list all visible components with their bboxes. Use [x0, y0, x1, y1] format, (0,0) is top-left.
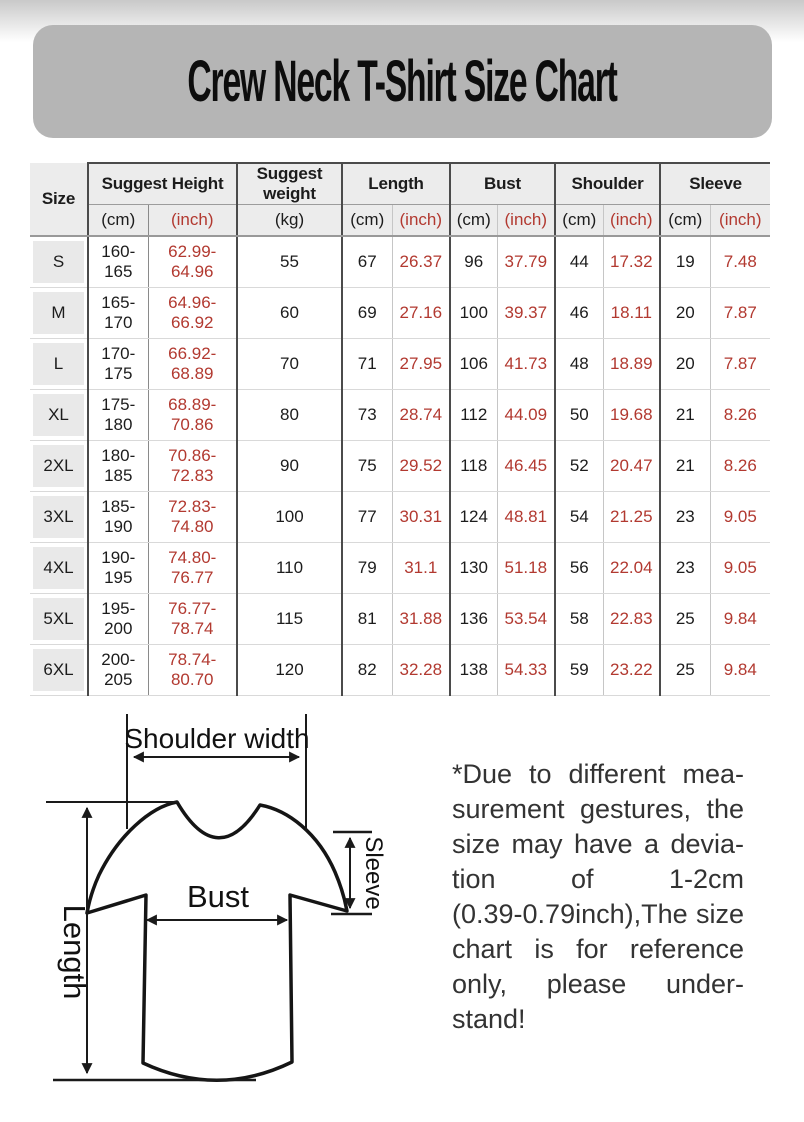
cell-sleeve-inch: 9.05: [710, 543, 770, 594]
cell-sleeve-inch: 9.84: [710, 594, 770, 645]
cell-height-inch: 72.83-74.80: [148, 492, 237, 543]
cell-sleeve-cm: 25: [660, 645, 710, 696]
cell-height-cm: 195-200: [88, 594, 148, 645]
cell-length-cm: 77: [342, 492, 392, 543]
cell-sleeve-inch: 7.87: [710, 339, 770, 390]
cell-length-inch: 31.1: [392, 543, 450, 594]
cell-height-cm: 190-195: [88, 543, 148, 594]
cell-length-cm: 69: [342, 288, 392, 339]
cell-shoulder-cm: 59: [555, 645, 603, 696]
size-chip: 6XL: [33, 649, 84, 691]
size-chip: 3XL: [33, 496, 84, 538]
cell-shoulder-cm: 54: [555, 492, 603, 543]
cell-length-inch: 27.16: [392, 288, 450, 339]
cell-height-inch: 68.89-70.86: [148, 390, 237, 441]
cell-length-cm: 71: [342, 339, 392, 390]
cell-height-inch: 64.96-66.92: [148, 288, 237, 339]
cell-sleeve-inch: 9.05: [710, 492, 770, 543]
cell-weight-kg: 55: [237, 236, 342, 288]
cell-bust-cm: 130: [450, 543, 497, 594]
cell-length-inch: 30.31: [392, 492, 450, 543]
cell-bust-inch: 46.45: [497, 441, 555, 492]
cell-shoulder-cm: 58: [555, 594, 603, 645]
cell-weight-kg: 90: [237, 441, 342, 492]
note-line: surement gestures, the: [452, 794, 744, 824]
cell-height-cm: 160-165: [88, 236, 148, 288]
size-chip: L: [33, 343, 84, 385]
unit-sleeve-inch: (inch): [710, 205, 770, 237]
col-header-shoulder: Shoulder: [555, 163, 660, 205]
cell-size: [30, 543, 88, 594]
size-chip: 2XL: [33, 445, 84, 487]
size-table-wrapper: [30, 162, 770, 696]
unit-length-cm: (cm): [342, 205, 392, 237]
cell-height-cm: 170-175: [88, 339, 148, 390]
cell-bust-inch: 41.73: [497, 339, 555, 390]
cell-height-inch: 78.74-80.70: [148, 645, 237, 696]
size-chip: 4XL: [33, 547, 84, 589]
size-chip: M: [33, 292, 84, 334]
cell-shoulder-inch: 22.04: [603, 543, 660, 594]
note-line: chart is for reference: [452, 934, 744, 964]
header-units-row: [30, 205, 770, 237]
cell-size: [30, 441, 88, 492]
cell-height-inch: 76.77-78.74: [148, 594, 237, 645]
cell-length-cm: 79: [342, 543, 392, 594]
note-line: stand!: [452, 1004, 526, 1034]
col-header-suggest-weight: Suggest weight: [237, 163, 342, 205]
cell-shoulder-inch: 18.89: [603, 339, 660, 390]
unit-height-cm: (cm): [88, 205, 148, 237]
cell-bust-inch: 53.54: [497, 594, 555, 645]
cell-sleeve-cm: 21: [660, 390, 710, 441]
page-title: Crew Neck T-Shirt Size Chart: [187, 49, 618, 114]
cell-shoulder-inch: 20.47: [603, 441, 660, 492]
cell-shoulder-inch: 19.68: [603, 390, 660, 441]
unit-shoulder-inch: (inch): [603, 205, 660, 237]
unit-sleeve-cm: (cm): [660, 205, 710, 237]
unit-bust-cm: (cm): [450, 205, 497, 237]
cell-size: [30, 645, 88, 696]
unit-shoulder-cm: (cm): [555, 205, 603, 237]
cell-length-inch: 27.95: [392, 339, 450, 390]
table-row: [30, 645, 770, 696]
table-row: [30, 339, 770, 390]
table-row: [30, 441, 770, 492]
cell-height-inch: 62.99-64.96: [148, 236, 237, 288]
cell-shoulder-inch: 21.25: [603, 492, 660, 543]
cell-sleeve-inch: 7.48: [710, 236, 770, 288]
size-chip: XL: [33, 394, 84, 436]
cell-size: [30, 339, 88, 390]
cell-weight-kg: 120: [237, 645, 342, 696]
cell-height-cm: 185-190: [88, 492, 148, 543]
cell-size: [30, 492, 88, 543]
cell-shoulder-inch: 22.83: [603, 594, 660, 645]
cell-length-cm: 67: [342, 236, 392, 288]
cell-bust-inch: 39.37: [497, 288, 555, 339]
cell-weight-kg: 115: [237, 594, 342, 645]
length-label: Length: [57, 904, 92, 1000]
table-row: [30, 492, 770, 543]
cell-weight-kg: 60: [237, 288, 342, 339]
cell-shoulder-inch: 18.11: [603, 288, 660, 339]
unit-weight-kg: (kg): [237, 205, 342, 237]
cell-bust-cm: 112: [450, 390, 497, 441]
note-text: [452, 757, 744, 1037]
cell-length-inch: 32.28: [392, 645, 450, 696]
cell-sleeve-cm: 19: [660, 236, 710, 288]
note-line: *Due to different mea-: [452, 759, 744, 789]
note-line: only, please under-: [452, 969, 744, 999]
cell-sleeve-inch: 8.26: [710, 390, 770, 441]
cell-sleeve-inch: 9.84: [710, 645, 770, 696]
cell-size: [30, 594, 88, 645]
table-row: [30, 288, 770, 339]
cell-weight-kg: 70: [237, 339, 342, 390]
cell-shoulder-cm: 52: [555, 441, 603, 492]
cell-bust-cm: 124: [450, 492, 497, 543]
note-line: tion of 1-2cm: [452, 864, 744, 894]
col-header-bust: Bust: [450, 163, 555, 205]
cell-bust-inch: 48.81: [497, 492, 555, 543]
cell-sleeve-inch: 8.26: [710, 441, 770, 492]
cell-length-inch: 28.74: [392, 390, 450, 441]
col-header-size: Size: [30, 163, 88, 236]
note-line: (0.39-0.79inch),The size: [452, 899, 744, 929]
cell-height-inch: 70.86-72.83: [148, 441, 237, 492]
header-group-row: [30, 163, 770, 205]
cell-bust-inch: 51.18: [497, 543, 555, 594]
cell-height-inch: 66.92-68.89: [148, 339, 237, 390]
table-row: [30, 594, 770, 645]
cell-length-inch: 31.88: [392, 594, 450, 645]
cell-bust-cm: 138: [450, 645, 497, 696]
cell-size: [30, 288, 88, 339]
cell-bust-inch: 54.33: [497, 645, 555, 696]
table-row: [30, 543, 770, 594]
cell-weight-kg: 110: [237, 543, 342, 594]
note-line: size may have a devia-: [452, 829, 744, 859]
unit-bust-inch: (inch): [497, 205, 555, 237]
cell-bust-cm: 96: [450, 236, 497, 288]
cell-bust-cm: 136: [450, 594, 497, 645]
cell-shoulder-cm: 44: [555, 236, 603, 288]
cell-shoulder-cm: 50: [555, 390, 603, 441]
cell-shoulder-cm: 46: [555, 288, 603, 339]
cell-bust-cm: 118: [450, 441, 497, 492]
unit-height-inch: (inch): [148, 205, 237, 237]
cell-sleeve-cm: 20: [660, 339, 710, 390]
unit-length-inch: (inch): [392, 205, 450, 237]
tshirt-outline: [87, 802, 347, 1080]
cell-weight-kg: 100: [237, 492, 342, 543]
cell-weight-kg: 80: [237, 390, 342, 441]
size-table-header: [30, 163, 770, 236]
cell-sleeve-cm: 25: [660, 594, 710, 645]
cell-height-cm: 180-185: [88, 441, 148, 492]
col-header-length: Length: [342, 163, 450, 205]
table-row: [30, 236, 770, 288]
cell-length-cm: 73: [342, 390, 392, 441]
sleeve-label: Sleeve: [360, 836, 387, 910]
title-banner: [33, 25, 772, 138]
col-header-suggest-height: Suggest Height: [88, 163, 237, 205]
cell-length-inch: 26.37: [392, 236, 450, 288]
size-chip: 5XL: [33, 598, 84, 640]
tshirt-diagram: [0, 700, 440, 1122]
cell-length-cm: 81: [342, 594, 392, 645]
cell-sleeve-cm: 23: [660, 543, 710, 594]
size-chart-table: [30, 162, 770, 696]
size-table-body: [30, 236, 770, 696]
cell-size: [30, 390, 88, 441]
cell-sleeve-cm: 21: [660, 441, 710, 492]
cell-height-cm: 200-205: [88, 645, 148, 696]
cell-length-inch: 29.52: [392, 441, 450, 492]
cell-shoulder-inch: 23.22: [603, 645, 660, 696]
cell-shoulder-cm: 56: [555, 543, 603, 594]
bust-label: Bust: [186, 879, 250, 914]
cell-sleeve-cm: 23: [660, 492, 710, 543]
cell-size: [30, 236, 88, 288]
cell-bust-inch: 44.09: [497, 390, 555, 441]
cell-bust-inch: 37.79: [497, 236, 555, 288]
cell-length-cm: 82: [342, 645, 392, 696]
cell-height-cm: 165-170: [88, 288, 148, 339]
cell-length-cm: 75: [342, 441, 392, 492]
table-row: [30, 390, 770, 441]
cell-bust-cm: 106: [450, 339, 497, 390]
cell-shoulder-inch: 17.32: [603, 236, 660, 288]
col-header-sleeve: Sleeve: [660, 163, 770, 205]
cell-height-cm: 175-180: [88, 390, 148, 441]
size-chip: S: [33, 241, 84, 283]
cell-sleeve-inch: 7.87: [710, 288, 770, 339]
cell-shoulder-cm: 48: [555, 339, 603, 390]
cell-bust-cm: 100: [450, 288, 497, 339]
cell-height-inch: 74.80-76.77: [148, 543, 237, 594]
cell-sleeve-cm: 20: [660, 288, 710, 339]
shoulder-width-label: Shoulder width: [124, 723, 310, 754]
